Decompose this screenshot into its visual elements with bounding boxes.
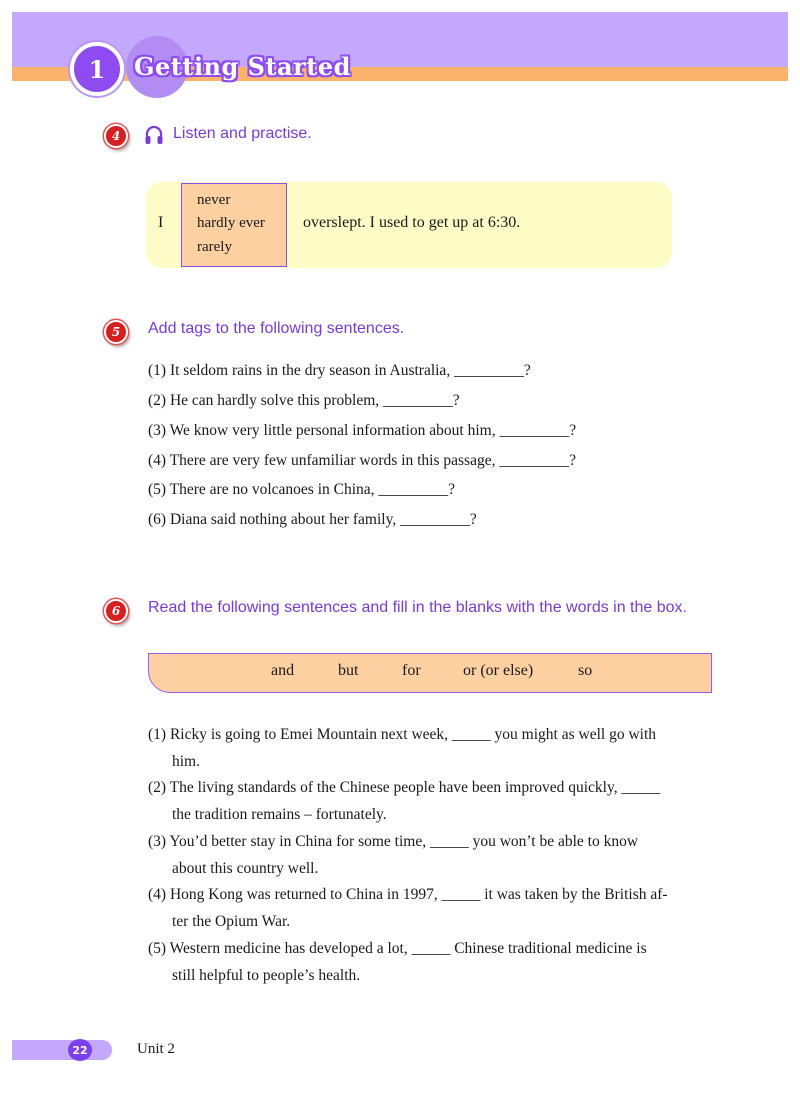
- example-subject: I: [158, 214, 164, 231]
- sentence-item: (1) It seldom rains in the dry season in Australia, _________?: [148, 362, 531, 379]
- sentence-item: (2) He can hardly solve this problem, _________?: [148, 392, 460, 409]
- unit-label: Unit 2: [137, 1041, 175, 1057]
- word-option: for: [402, 662, 421, 679]
- exercise-5-badge: 5: [104, 320, 128, 344]
- fill-sentence-line: (2) The living standards of the Chinese people have been improved quickly, _____: [148, 779, 661, 796]
- fill-sentence: [148, 881, 713, 935]
- adverb-option: rarely: [197, 239, 232, 255]
- fill-sentence: [148, 828, 713, 882]
- page-title: Getting Started: [134, 52, 351, 81]
- exercise-6-title: Read the following sentences and fill in the blanks with the words in the box.: [148, 599, 687, 616]
- section-number-circle: 1: [70, 42, 124, 96]
- sentence-item: (5) There are no volcanoes in China, _________?: [148, 481, 456, 498]
- word-box: [148, 653, 712, 693]
- fill-sentence-line: (4) Hong Kong was returned to China in 1997, _____ it was taken by the British af-: [148, 886, 668, 903]
- exercise-4-title: Listen and practise.: [173, 125, 312, 142]
- sentence-item: (4) There are very few unfamiliar words in this passage, _________?: [148, 452, 576, 469]
- fill-sentence-line: still helpful to people’s health.: [172, 967, 361, 984]
- fill-sentence: [148, 721, 713, 775]
- fill-sentence-line: (5) Western medicine has developed a lot, _____ Chinese traditional medicine is: [148, 940, 647, 957]
- fill-sentence-line: him.: [172, 753, 200, 770]
- word-option: and: [271, 662, 295, 679]
- fill-sentence: [148, 774, 713, 828]
- word-option: so: [578, 662, 593, 679]
- adverb-option: never: [197, 192, 231, 208]
- page-number: 22: [68, 1039, 92, 1061]
- exercise-5-title: Add tags to the following sentences.: [148, 320, 405, 337]
- fill-sentence-line: about this country well.: [172, 860, 319, 877]
- footer-bar: [12, 1040, 112, 1060]
- fill-sentence-line: ter the Opium War.: [172, 913, 291, 930]
- headphones-icon[interactable]: [144, 124, 164, 146]
- word-option: but: [338, 662, 359, 679]
- sentence-item: (3) We know very little personal information about him, _________?: [148, 422, 577, 439]
- fill-sentence-line: the tradition remains – fortunately.: [172, 806, 387, 823]
- fill-sentence-line: (1) Ricky is going to Emei Mountain next week, _____ you might as well go with: [148, 726, 656, 743]
- sentence-item: (6) Diana said nothing about her family, _________?: [148, 511, 477, 528]
- fill-sentence: [148, 935, 713, 989]
- word-option: or (or else): [463, 662, 534, 679]
- exercise-4-badge: 4: [104, 124, 128, 148]
- exercise-6-badge: 6: [104, 599, 128, 623]
- fill-sentence-line: (3) You’d better stay in China for some time, _____ you won’t be able to know: [148, 833, 639, 850]
- adverb-option: hardly ever: [197, 215, 265, 231]
- example-rest: overslept. I used to get up at 6:30.: [303, 214, 521, 231]
